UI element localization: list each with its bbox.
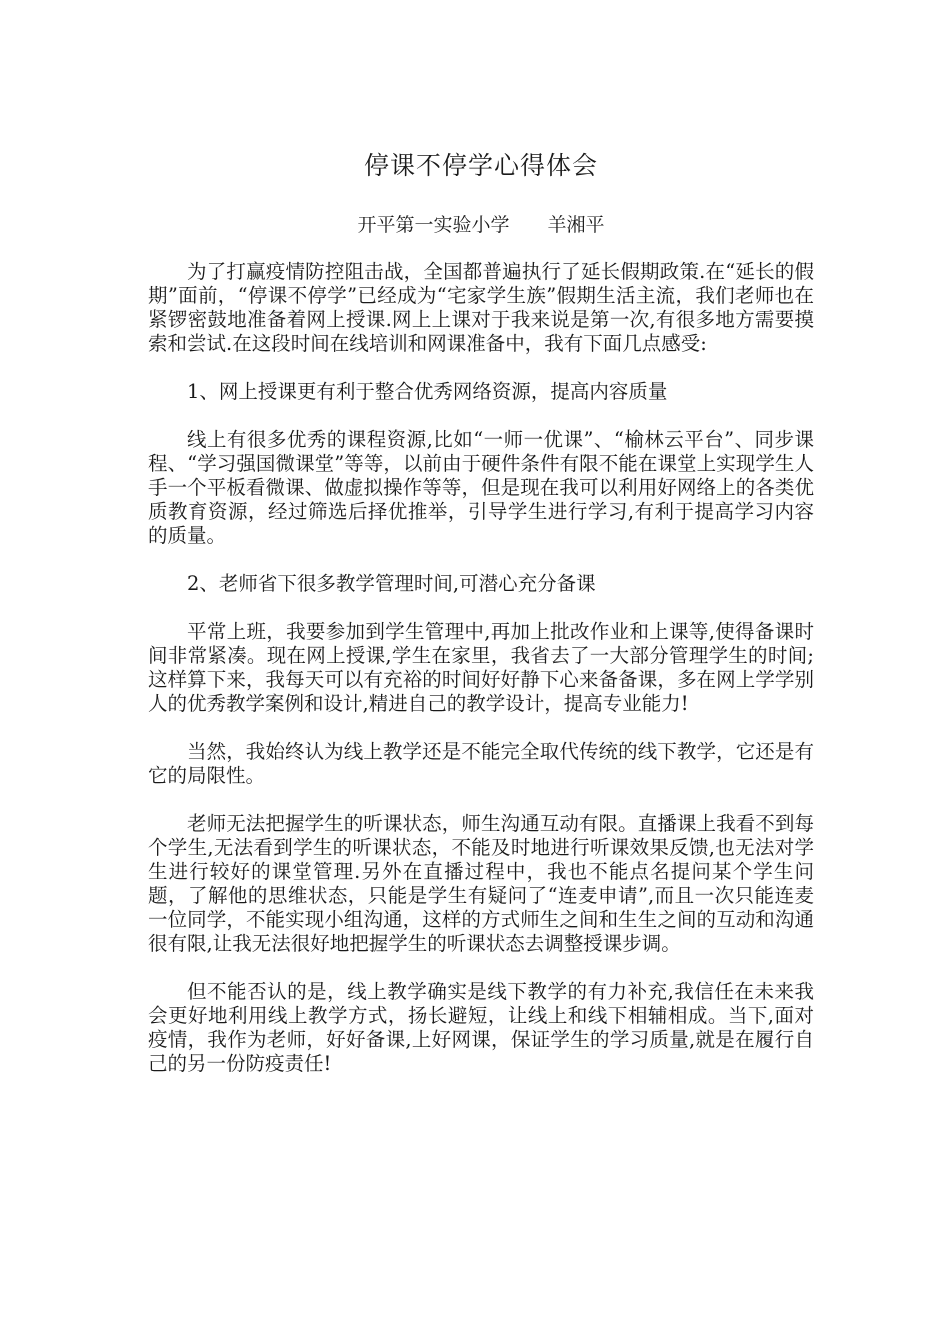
point-1-heading: 1、网上授课更有利于整合优秀网络资源，提高内容质量 (187, 380, 668, 403)
document-title: 停课不停学心得体会 (363, 151, 598, 180)
author-byline: 开平第一实验小学 羊湘平 (357, 214, 605, 236)
interaction-paragraph: 老师无法把握学生的听课状态，师生沟通互动有限。直播课上我看不到每个学生,无法看到学生的听课状态，不能及时地进行听课效果反馈,也无法对学生进行较好的课堂管理.另外在直播过程中，我也不能点名提问某个学生问题，了解他的思维状态，只能是学生有疑问了“连麦申请”,而且一次只能连麦一位同学，不能实现小组沟通，这样的方式师生之间和生生之间的互动和沟通很有限,让我无法很好地把握学生的听课状态去调整授课步调。 (148, 812, 814, 955)
conclusion-paragraph: 但不能否认的是，线上教学确实是线下教学的有力补充,我信任在未来我会更好地利用线上教学方式，扬长避短，让线上和线下相辅相成。当下,面对疫情，我作为老师，好好备课,上好网课，保证学生的学习质量,就是在履行自己的另一份防疫责任! (148, 980, 814, 1075)
point-2-heading: 2、老师省下很多教学管理时间,可潜心充分备课 (187, 572, 596, 595)
intro-paragraph: 为了打赢疫情防控阻击战，全国都普遍执行了延长假期政策.在“延长的假期”面前，“停课不停学”已经成为“宅家学生族”假期生活主流，我们老师也在紧锣密鼓地准备着网上授课.网上上课对于我来说是第一次,有很多地方需要摸索和尝试.在这段时间在线培训和网课准备中，我有下面几点感受: (148, 260, 814, 355)
document-page (148, 150, 814, 1100)
point-2-paragraph: 平常上班，我要参加到学生管理中,再加上批改作业和上课等,使得备课时间非常紧凑。现在网上授课,学生在家里，我省去了一大部分管理学生的时间;这样算下来，我每天可以有充裕的时间好好静下心来备备课，多在网上学学别人的优秀教学案例和设计,精进自己的教学设计，提高专业能力! (148, 620, 814, 715)
limitation-paragraph: 当然，我始终认为线上教学还是不能完全取代传统的线下教学，它还是有它的局限性。 (148, 740, 814, 787)
point-1-paragraph: 线上有很多优秀的课程资源,比如“一师一优课”、“榆林云平台”、同步课程、“学习强国微课堂”等等，以前由于硬件条件有限不能在课堂上实现学生人手一个平板看微课、做虚拟操作等等，但是现在我可以利用好网络上的各类优质教育资源，经过筛选后择优推举，引导学生进行学习,有利于提高学习内容的质量。 (148, 428, 814, 547)
